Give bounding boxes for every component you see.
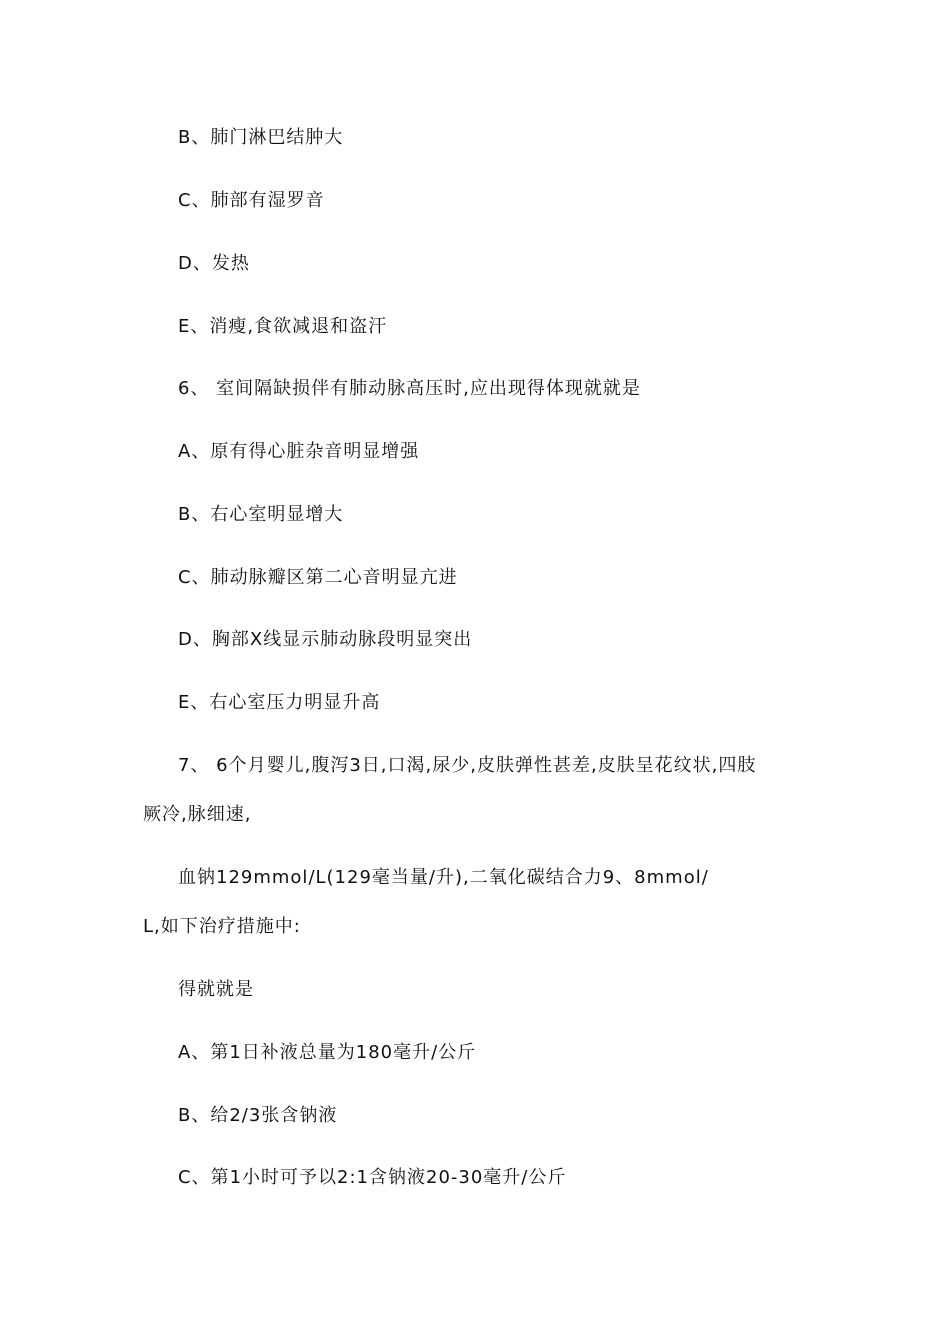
question-6: 6、 室间隔缺损伴有肺动脉高压时,应出现得体现就就是	[178, 378, 641, 399]
q6-option-d: D、胸部X线显示肺动脉段明显突出	[178, 629, 473, 650]
q6-option-e: E、右心室压力明显升高	[178, 692, 381, 713]
option-c-moist-rales: C、肺部有湿罗音	[178, 190, 325, 211]
option-d-fever: D、发热	[178, 253, 250, 274]
option-e-weight-loss: E、消瘦,食欲减退和盗汗	[178, 316, 388, 337]
q7-option-a: A、第1日补液总量为180毫升/公斤	[178, 1042, 477, 1063]
q6-option-b: B、右心室明显增大	[178, 504, 344, 525]
q6-option-c: C、肺动脉瓣区第二心音明显亢进	[178, 567, 458, 588]
question-7-line-5: 得就就是	[178, 979, 254, 1000]
q7-option-b: B、给2/3张含钠液	[178, 1105, 338, 1126]
question-7-line-2: 厥冷,脉细速,	[143, 804, 252, 825]
question-7-line-4: L,如下治疗措施中:	[143, 916, 301, 937]
question-7-line-1: 7、 6个月婴儿,腹泻3日,口渴,尿少,皮肤弹性甚差,皮肤呈花纹状,四肢	[178, 755, 757, 776]
q6-option-a: A、原有得心脏杂音明显增强	[178, 441, 420, 462]
question-7-line-3: 血钠129mmol/L(129毫当量/升),二氧化碳结合力9、8mmol/	[178, 867, 709, 888]
q7-option-c: C、第1小时可予以2:1含钠液20-30毫升/公斤	[178, 1167, 567, 1188]
option-b-hilar-lymph: B、肺门淋巴结肿大	[178, 127, 344, 148]
